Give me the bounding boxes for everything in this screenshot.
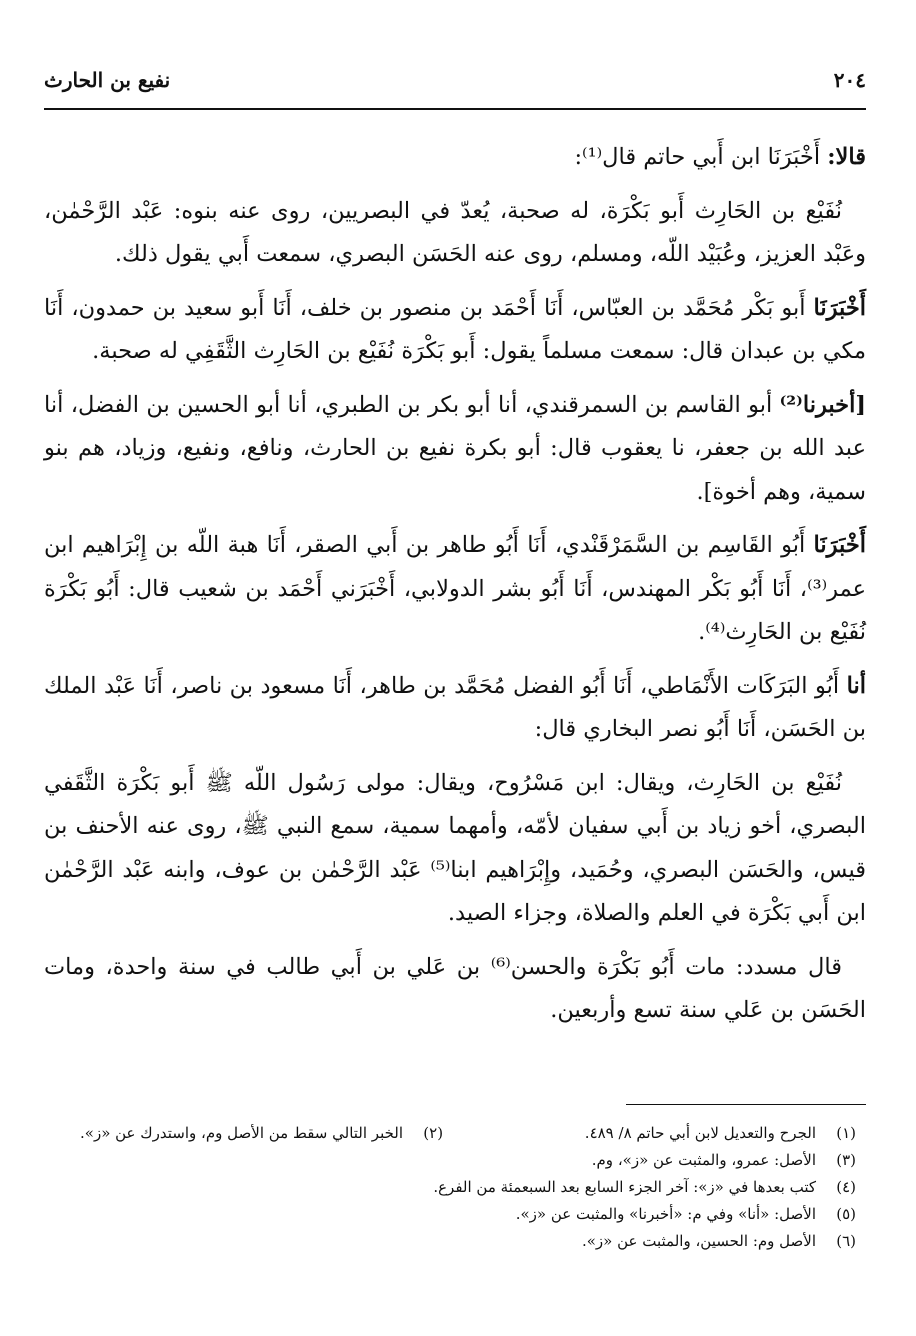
paragraph-lead: [أخبرنا⁽²⁾ (779, 391, 866, 418)
paragraph-text: أَخْبَرَنَا ابن أَبي حاتم قال⁽¹⁾: (574, 144, 828, 170)
footnote-number: (٤) (836, 1178, 856, 1196)
footnote-number: (٣) (836, 1151, 856, 1169)
paragraph (44, 762, 866, 936)
paragraph-lead: أَخْبَرَنَا (813, 532, 866, 558)
running-title: نفيع بن الحارث (44, 68, 171, 92)
footnote-text: الأصل: عمرو، والمثبت عن «ز»، وم. (591, 1151, 816, 1169)
paragraph (44, 136, 866, 180)
footnote-number: (٥) (836, 1205, 856, 1223)
footnote-text: الأصل وم: الحسين، والمثبت عن «ز». (581, 1232, 816, 1250)
paragraph-text: أبو القاسم بن السمرقندي، أنا أبو بكر بن الطبري، أنا أبو الحسين بن الفضل، أنا عبد الله بن جعفر، نا يعقوب قال: أبو بكرة نفيع بن الحارث، ونافع، ونفيع، وزياد، هم بنو سمية، وهم أخوة]. (44, 391, 866, 505)
footnotes (50, 1120, 856, 1255)
footnote-3 (50, 1147, 856, 1174)
footnote-6 (50, 1228, 856, 1255)
paragraph-lead: قالا: (827, 144, 866, 170)
page-number: ٢٠٤ (833, 68, 866, 92)
footnote-number: (٢) (423, 1124, 444, 1142)
footnote-row (50, 1120, 856, 1147)
footnote-text: الخبر التالي سقط من الأصل وم، واستدرك عن «ز». (80, 1124, 404, 1142)
footnote-text: الأصل: «أنا» وفي م: «أخبرنا» والمثبت عن «ز». (515, 1205, 816, 1223)
paragraph-lead: أَخْبَرَنَا (813, 294, 866, 321)
paragraph-text: قال مسدد: مات أَبُو بَكْرَة والحسن⁽⁶⁾ بن عَلي بن أَبي طالب في سنة واحدة، ومات الحَسَن بن عَلي سنة تسع وأربعين. (44, 953, 866, 1023)
footnote-number: (٦) (836, 1232, 856, 1250)
paragraph (44, 287, 866, 374)
paragraph-lead: أنا (846, 672, 866, 699)
page-header (44, 64, 866, 110)
paragraph-text: نُفَيْع بن الحَارِث أَبو بَكْرَة، له صحبة، يُعدّ في البصريين، روى عنه بنوه: عَبْد الرَّحْمٰن، وعَبْد العزيز، وعُبَيْد اللّه، ومسلم، روى عنه الحَسَن البصري، سمعت أَبي يقول ذلك. (44, 197, 866, 267)
main-text (44, 136, 866, 1043)
paragraph-text: أَبو بَكْر مُحَمَّد بن العبّاس، أَنَا أَحْمَد بن منصور بن خلف، أَنَا أَبو سعيد بن حمدون، أَنَا مكي بن عبدان قال: سمعت مسلماً يقول: أَبو بَكْرَة نُفَيْع بن الحَارِث الثَّقَفِي له صحبة. (44, 294, 866, 364)
footnote-2 (80, 1120, 443, 1147)
paragraph (44, 665, 866, 752)
footnote-4 (50, 1174, 856, 1201)
footnote-divider (626, 1104, 866, 1105)
paragraph (44, 384, 866, 515)
paragraph (44, 190, 866, 277)
paragraph-text: أَبُو البَرَكَات الأَنْمَاطي، أَنَا أَبُو الفضل مُحَمَّد بن طاهر، أَنَا مسعود بن ناصر، أَنَا عَبْد الملك بن الحَسَن، أَنَا أَبُو نصر البخاري قال: (44, 672, 866, 742)
footnote-5 (50, 1201, 856, 1228)
footnote-text: الجرح والتعديل لابن أبي حاتم ٨/ ٤٨٩. (584, 1124, 816, 1142)
footnote-text: كتب بعدها في «ز»: آخر الجزء السابع بعد السبعمئة من الفرع. (433, 1178, 816, 1196)
footnote-number: (١) (836, 1124, 856, 1142)
paragraph (44, 524, 866, 655)
paragraph-text: أَبُو القَاسِم بن السَّمَرْقَنْدي، أَنَا أَبُو طاهر بن أَبي الصقر، أَنَا هبة اللّه بن إِبْرَاهيم ابن عمر⁽³⁾، أَنَا أَبُو بَكْر المهندس، أَنَا أَبُو بشر الدولابي، أَخْبَرَني أَحْمَد بن شعيب قال: أَبُو بَكْرَة نُفَيْع بن الحَارِث⁽⁴⁾. (44, 532, 866, 645)
paragraph (44, 946, 866, 1033)
paragraph-text: نُفَيْع بن الحَارِث، ويقال: ابن مَسْرُوح، ويقال: مولى رَسُول اللّه ﷺ أَبو بَكْرَة الثَّقَفي البصري، أخو زياد بن أَبي سفيان لأمّه، وأمهما سمية، سمع النبي ﷺ، روى عنه الأحنف بن قيس، والحَسَن البصري، وحُمَيد، وإِبْرَاهيم ابنا⁽⁵⁾ عَبْد الرَّحْمٰن بن عوف، وابنه عَبْد الرَّحْمٰن ابن أَبي بَكْرَة في العلم والصلاة، وجزاء الصيد. (44, 769, 866, 926)
footnote-1 (585, 1120, 856, 1147)
